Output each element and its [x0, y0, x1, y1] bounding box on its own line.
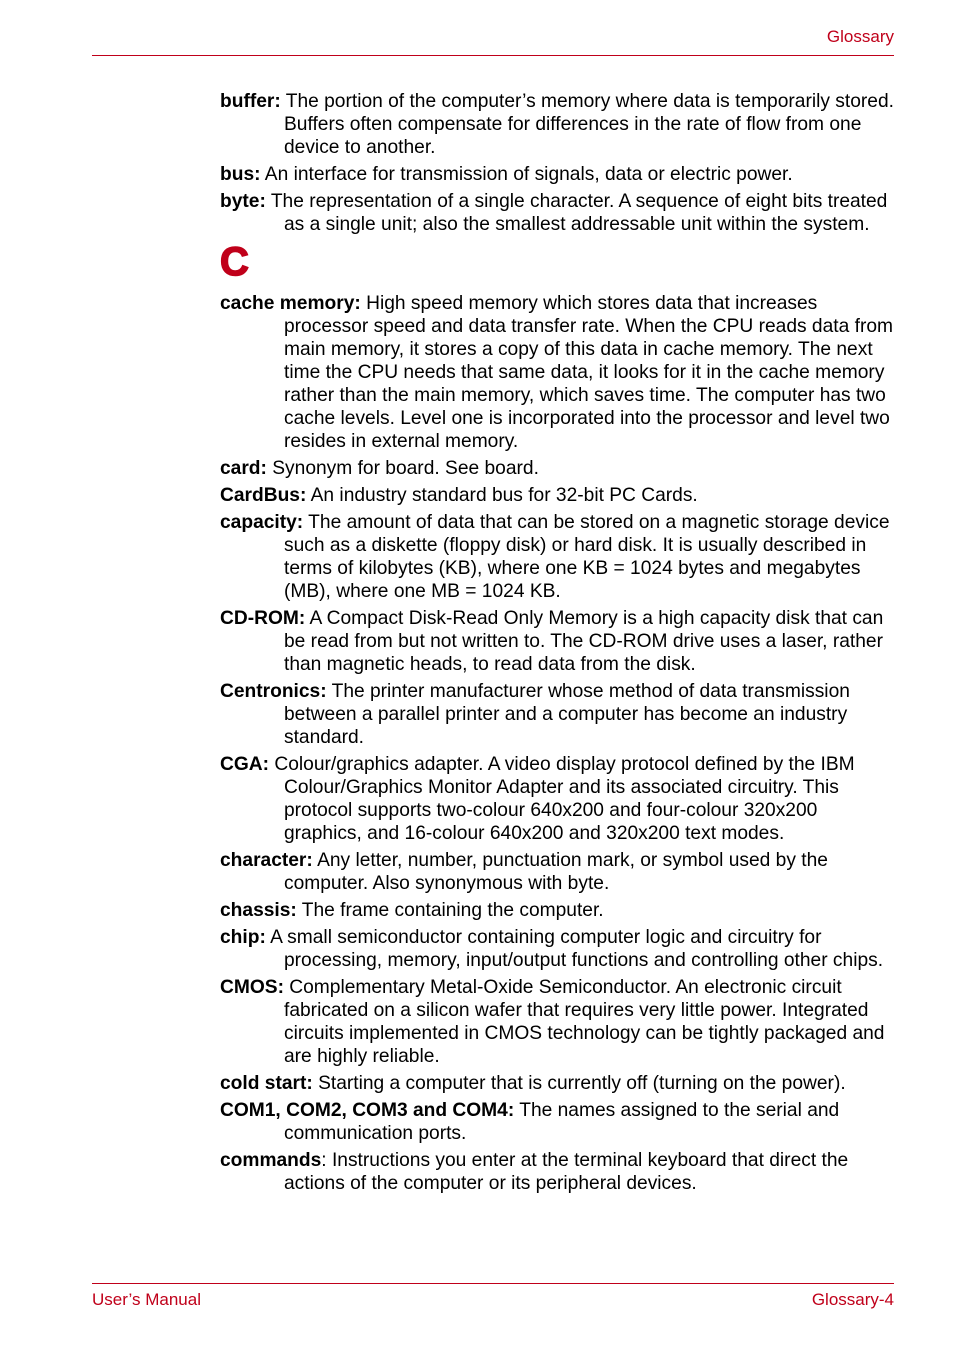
glossary-entry [220, 607, 896, 676]
section-letter: C [220, 240, 249, 284]
footer-manual-title: User’s Manual [92, 1290, 201, 1309]
glossary-entry [220, 90, 896, 159]
header-title: Glossary [826, 27, 894, 46]
term: buffer: [220, 91, 281, 112]
term: CMOS: [220, 977, 284, 998]
glossary-entry [220, 849, 896, 895]
definition: The representation of a single character. A sequence of eight bits treated as a single unit; also the smallest addressable unit within the system. [265, 191, 888, 235]
glossary-entry [220, 926, 896, 972]
entries-c [220, 292, 896, 1195]
glossary-entry [220, 753, 896, 845]
term: CD-ROM: [220, 608, 306, 629]
glossary-entry [220, 292, 896, 453]
definition: The printer manufacturer whose method of data transmission between a parallel printer and a computer has become an industry standard. [284, 681, 850, 748]
term: commands [220, 1150, 322, 1171]
definition: Colour/graphics adapter. A video display protocol defined by the IBM Colour/Graphics Monitor Adapter and its associated circuitry. This protocol supports two-colour 640x200 and four-colour 320x200 graphics, and 16-colour 640x200 and 320x200 text modes. [269, 754, 855, 844]
glossary-entry [220, 457, 896, 480]
term: bus: [220, 164, 261, 185]
definition: A small semiconductor containing computer logic and circuitry for processing, memory, input/output functions and controlling other chips. [265, 927, 884, 971]
definition: Complementary Metal-Oxide Semiconductor. An electronic circuit fabricated on a silicon wafer that requires very little power. Integrated circuits implemented in CMOS technology can be tightly packaged and are highly reliable. [283, 977, 885, 1067]
glossary-entry [220, 511, 896, 603]
term: cache memory: [220, 293, 361, 314]
definition: The portion of the computer’s memory where data is temporarily stored. Buffers often compensate for differences in the rate of flow from one device to another. [280, 91, 894, 158]
page-number: Glossary-4 [811, 1290, 894, 1309]
definition: The names assigned to the serial and communication ports. [284, 1100, 840, 1144]
glossary-entry [220, 484, 896, 507]
glossary-entry [220, 680, 896, 749]
glossary-entry [220, 1099, 896, 1145]
entries-b [220, 90, 896, 236]
glossary-entry [220, 190, 896, 236]
definition: Any letter, number, punctuation mark, or symbol used by the computer. Also synonymous with byte. [284, 850, 828, 894]
glossary-entry [220, 1072, 896, 1095]
term: chassis: [220, 900, 297, 921]
term: CardBus: [220, 485, 307, 506]
glossary-content [220, 90, 896, 1199]
definition: An industry standard bus for 32-bit PC Cards. [306, 485, 698, 506]
definition: High speed memory which stores data that increases processor speed and data transfer rate. When the CPU reads data from main memory, it stores a copy of this data in cache memory. The next time the CPU needs that same data, it looks for it in the cache memory rather than the main memory, which saves time. The computer has two cache levels. Level one is incorporated into the processor and level two resides in external memory. [284, 293, 893, 452]
term: Centronics: [220, 681, 327, 702]
glossary-entry [220, 899, 896, 922]
term: capacity: [220, 512, 304, 533]
definition: An interface for transmission of signals, data or electric power. [260, 164, 793, 185]
term: byte: [220, 191, 266, 212]
term: character: [220, 850, 313, 871]
definition: The amount of data that can be stored on a magnetic storage device such as a diskette (floppy disk) or hard disk. It is usually described in terms of kilobytes (KB), where one KB = 1024 bytes and megabytes (MB), where one MB = 1024 KB. [284, 512, 890, 602]
glossary-entry [220, 163, 896, 186]
definition: A Compact Disk-Read Only Memory is a high capacity disk that can be read from but not written to. The CD-ROM drive uses a laser, rather than magnetic heads, to read data from the disk. [284, 608, 884, 675]
footer-rule [92, 1283, 894, 1284]
term: cold start: [220, 1073, 313, 1094]
term: card: [220, 458, 267, 479]
term: COM1, COM2, COM3 and COM4: [220, 1100, 515, 1121]
term: chip: [220, 927, 266, 948]
definition: Starting a computer that is currently off (turning on the power). [312, 1073, 846, 1094]
glossary-entry [220, 976, 896, 1068]
definition: : Instructions you enter at the terminal keyboard that direct the actions of the computer or its peripheral devices. [284, 1150, 849, 1194]
header-rule [92, 55, 894, 56]
term: CGA: [220, 754, 270, 775]
definition: Synonym for board. See board. [266, 458, 539, 479]
glossary-entry [220, 1149, 896, 1195]
definition: The frame containing the computer. [296, 900, 604, 921]
